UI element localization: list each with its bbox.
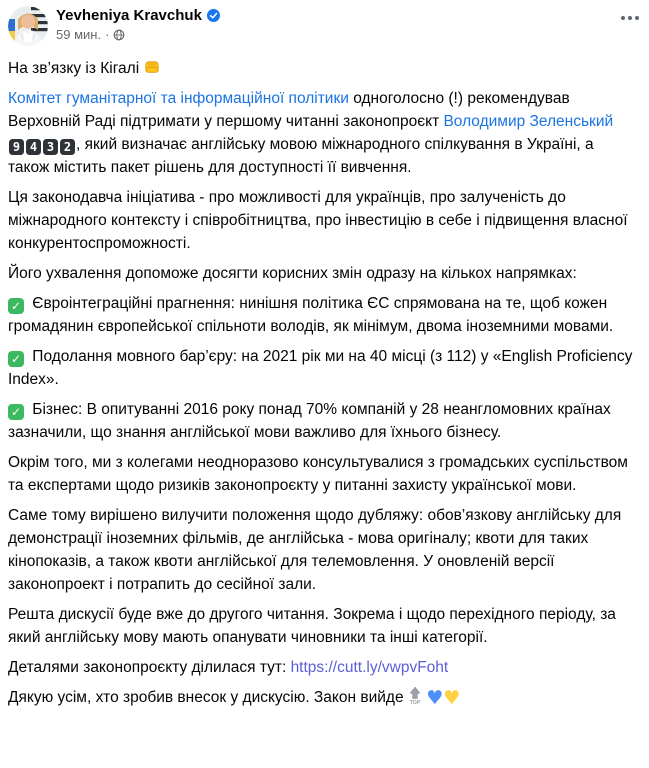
meta-row (56, 27, 599, 42)
post-paragraph (8, 686, 633, 709)
post-timestamp[interactable]: 59 мин. (56, 27, 102, 42)
verified-badge-icon (207, 9, 220, 22)
post-text-segment: , який визначає англійську мовою міжнародного спілкування в Україні, а також містить пакет рішень для доступності її вивчення. (8, 136, 594, 176)
post-text-segment: Євроінтеграційні прагнення: нинішня політика ЄС спрямована на те, щоб кожен громадянин європейської спільноти володів, як мінімум, двома іноземними мовами. (8, 295, 614, 335)
post-paragraph (8, 292, 633, 338)
post-text-segment: Деталями законопроєкту ділилася тут: (8, 659, 291, 676)
post-text-segment: На зв’язку із Кігалі (8, 60, 144, 77)
post-text-segment: Ця законодавча ініціатива - про можливості для українців, про залученість до міжнародного контексту і співробітництва, про інвестицію в себе і підвищення власної конкурентоспроможності. (8, 189, 628, 252)
post-paragraph (8, 603, 633, 649)
yellow-heart-emoji: ♥ (443, 687, 461, 709)
meta-separator: · (105, 27, 110, 42)
post-header (8, 6, 639, 46)
post-text-segment: Дякую усім, хто зробив внесок у дискусію. Закон вийде (8, 689, 408, 706)
avatar-image (8, 6, 48, 46)
author-name[interactable]: Yevheniya Kravchuk (56, 7, 202, 24)
post-text-segment: Окрім того, ми з колегами неодноразово консультувалися з громадських суспільством та експертами щодо ризиків законопроєкту у питанні захисту української мови. (8, 454, 628, 494)
check-mark-emoji: ✓ (8, 404, 24, 420)
post-text-segment: Його ухвалення допоможе досягти корисних змін одразу на кількох напрямках: (8, 265, 577, 282)
post-text-segment: Решта дискусії буде вже до другого читання. Зокрема і щодо перехідного періоду, за який англійську мову мають опанувати чиновники та інші категорії. (8, 606, 616, 646)
post-paragraph (8, 504, 633, 596)
check-mark-emoji: ✓ (8, 351, 24, 367)
post-paragraph (8, 87, 633, 179)
post-paragraph (8, 656, 633, 679)
ellipsis-dot (628, 16, 632, 20)
post-text (8, 57, 639, 709)
ellipsis-dot (621, 16, 625, 20)
avatar[interactable] (8, 6, 48, 46)
keycap-digit-emoji: 9 (9, 139, 24, 155)
keycap-digit-emoji: 4 (26, 139, 41, 155)
post-text-segment: одноголосно (!) рекомендував Верховній Раді підтримати у першому читанні законопроєкт (8, 90, 570, 130)
post-text-segment: Саме тому вирішено вилучити положення щодо дубляжу: обов’язкову англійську для демонстрації іноземних фільмів, де англійська - мова оригіналу; квоти для таких кінопоказів, а також квоти англійської для телемовлення. У оновленій версії законопроект і потрапить до сесійної зали. (8, 507, 622, 593)
keycap-digit-emoji: 2 (60, 139, 75, 155)
svg-text:TOP: TOP (409, 700, 421, 705)
post-paragraph (8, 262, 633, 285)
entity-link[interactable]: Комітет гуманітарної та інформаційної політики (8, 90, 349, 107)
post-paragraph (8, 345, 633, 391)
keycap-digit-emoji: 3 (43, 139, 58, 155)
post-text-segment: Подолання мовного бар’єру: на 2021 рік ми на 40 місці (з 112) у «English Proficiency Index». (8, 348, 633, 388)
entity-link[interactable]: Володимир Зеленський (443, 113, 614, 130)
post-options-button[interactable] (599, 6, 639, 20)
blue-heart-emoji: ♥ (426, 687, 444, 709)
post-paragraph (8, 451, 633, 497)
header-info (56, 6, 599, 42)
ellipsis-dot (635, 16, 639, 20)
post-paragraph (8, 186, 633, 255)
post-text-segment: Бізнес: В опитуванні 2016 року понад 70% компаній у 28 неангломовних країнах зазначили, що знання англійської мови важливо для їхнього бізнесу. (8, 401, 611, 441)
top-arrow-emoji (408, 689, 422, 706)
name-row (56, 7, 599, 24)
post-paragraph (8, 398, 633, 444)
fist-emoji (143, 60, 161, 77)
post-paragraph (8, 57, 633, 80)
globe-privacy-icon (113, 29, 125, 41)
check-mark-emoji: ✓ (8, 298, 24, 314)
external-url-link[interactable]: https://cutt.ly/vwpvFoht (290, 659, 449, 676)
